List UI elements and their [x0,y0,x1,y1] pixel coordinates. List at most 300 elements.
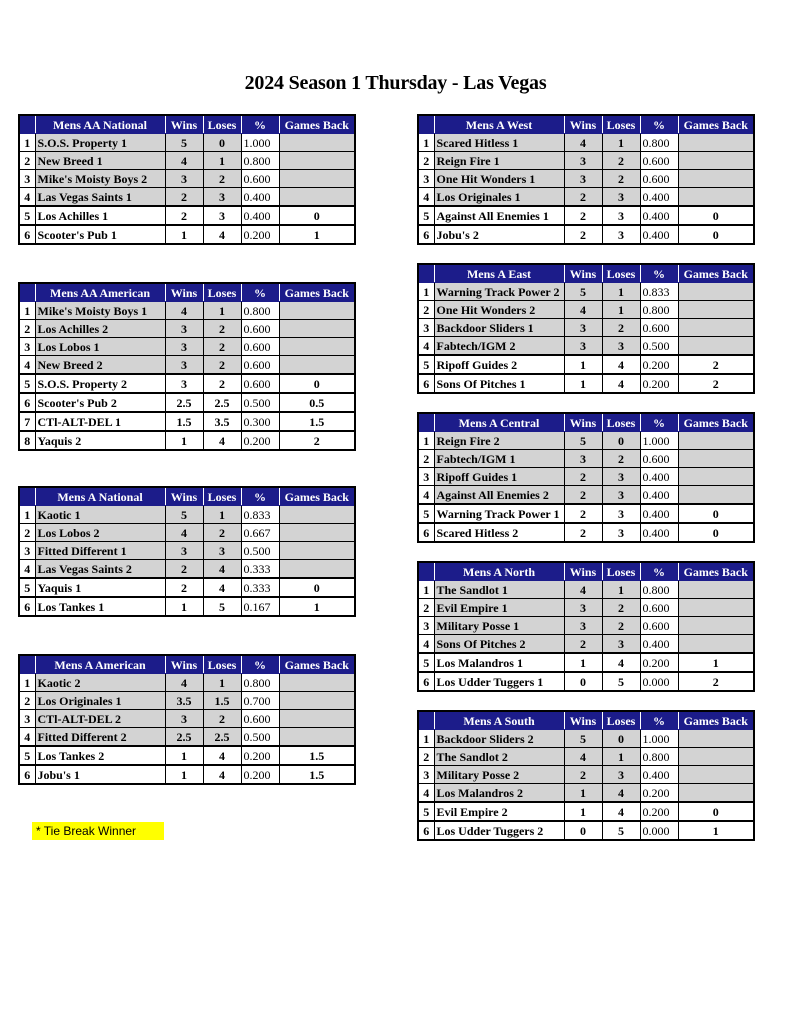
games-back-cell: 1.5 [279,746,355,765]
table-header-row [19,115,355,134]
team-name-cell: Fitted Different 2 [35,728,165,747]
wins-cell: 3 [165,542,203,560]
pct-cell: 0.200 [640,802,678,821]
team-name-cell: The Sandlot 1 [434,581,564,599]
division-name: Mens AA National [35,115,165,134]
wins-cell: 2 [564,188,602,207]
loses-cell: 3 [602,225,640,244]
rank-cell: 5 [19,746,35,765]
rank-cell: 2 [19,152,35,170]
header-rank-cell [19,655,35,674]
header-games-back: Games Back [279,115,355,134]
pct-cell: 0.600 [241,320,279,338]
table-row [19,338,355,356]
wins-cell: 2 [165,188,203,207]
rank-cell: 4 [418,337,434,356]
team-name-cell: Los Originales 1 [434,188,564,207]
table-row [19,524,355,542]
pct-cell: 0.600 [241,710,279,728]
loses-cell: 3 [203,206,241,225]
games-back-cell [279,560,355,579]
table-row [418,374,754,393]
games-back-cell [678,337,754,356]
games-back-cell: 1 [279,597,355,616]
loses-cell: 1 [602,301,640,319]
pct-cell: 0.800 [241,674,279,692]
standings-table-mens-a-north [417,561,755,692]
table-row [418,802,754,821]
rank-cell: 2 [418,748,434,766]
header-games-back: Games Back [678,413,754,432]
pct-cell: 0.400 [640,766,678,784]
games-back-cell [279,524,355,542]
team-name-cell: Ripoff Guides 2 [434,355,564,374]
pct-cell: 0.500 [640,337,678,356]
games-back-cell [678,152,754,170]
table-row [19,710,355,728]
table-row [19,542,355,560]
header-rank-cell [418,562,434,581]
table-row [19,134,355,152]
wins-cell: 1 [165,431,203,450]
table-row [19,746,355,765]
table-row [418,337,754,356]
division-name: Mens A Central [434,413,564,432]
wins-cell: 1 [564,374,602,393]
division-name: Mens AA American [35,283,165,302]
standings-table-mens-aa-national [18,114,356,245]
standings-table-mens-a-south [417,710,755,841]
games-back-cell: 1 [279,225,355,244]
pct-cell: 0.200 [640,784,678,803]
pct-cell: 0.400 [640,523,678,542]
wins-cell: 3 [564,450,602,468]
wins-cell: 2 [564,523,602,542]
table-row [19,560,355,579]
games-back-cell: 0 [678,523,754,542]
games-back-cell [279,542,355,560]
team-name-cell: Reign Fire 1 [434,152,564,170]
rank-cell: 5 [418,206,434,225]
rank-cell: 6 [19,765,35,784]
table-row [418,319,754,337]
games-back-cell [279,506,355,524]
wins-cell: 4 [564,301,602,319]
division-name: Mens A North [434,562,564,581]
pct-cell: 0.400 [640,188,678,207]
loses-cell: 2 [203,320,241,338]
team-name-cell: Los Tankes 2 [35,746,165,765]
loses-cell: 4 [602,374,640,393]
wins-cell: 1 [165,746,203,765]
pct-cell: 0.400 [241,188,279,207]
loses-cell: 3 [602,468,640,486]
pct-cell: 0.600 [241,170,279,188]
loses-cell: 4 [602,653,640,672]
team-name-cell: Fitted Different 1 [35,542,165,560]
pct-cell: 0.600 [241,356,279,375]
table-header-row [19,487,355,506]
loses-cell: 5 [602,672,640,691]
header-wins: Wins [165,655,203,674]
rank-cell: 1 [418,134,434,152]
wins-cell: 5 [165,134,203,152]
wins-cell: 3 [165,338,203,356]
header-games-back: Games Back [279,487,355,506]
header-rank-cell [418,711,434,730]
loses-cell: 2 [602,170,640,188]
pct-cell: 0.667 [241,524,279,542]
table-row [418,672,754,691]
pct-cell: 0.200 [640,653,678,672]
standings-table-mens-a-west [417,114,755,245]
team-name-cell: Yaquis 1 [35,578,165,597]
team-name-cell: Los Lobos 1 [35,338,165,356]
games-back-cell [678,301,754,319]
standings-table-mens-a-east [417,263,755,394]
games-back-cell [678,468,754,486]
division-name: Mens A South [434,711,564,730]
games-back-cell [678,450,754,468]
table-row [19,320,355,338]
team-name-cell: Mike's Moisty Boys 2 [35,170,165,188]
loses-cell: 0 [203,134,241,152]
team-name-cell: One Hit Wonders 2 [434,301,564,319]
team-name-cell: Evil Empire 1 [434,599,564,617]
team-name-cell: Fabtech/IGM 2 [434,337,564,356]
team-name-cell: The Sandlot 2 [434,748,564,766]
header-games-back: Games Back [279,283,355,302]
games-back-cell: 0 [678,802,754,821]
games-back-cell [678,635,754,654]
table-header-row [19,655,355,674]
games-back-cell [678,170,754,188]
header-games-back: Games Back [678,562,754,581]
header-games-back: Games Back [678,711,754,730]
rank-cell: 5 [418,504,434,523]
team-name-cell: Los Malandros 2 [434,784,564,803]
pct-cell: 1.000 [640,730,678,748]
loses-cell: 4 [602,784,640,803]
table-row [418,635,754,654]
table-row [19,597,355,616]
team-name-cell: Yaquis 2 [35,431,165,450]
rank-cell: 4 [19,356,35,375]
table-row [418,599,754,617]
pct-cell: 0.400 [640,206,678,225]
header-rank-cell [19,487,35,506]
games-back-cell: 0 [678,225,754,244]
loses-cell: 4 [602,355,640,374]
pct-cell: 0.600 [241,338,279,356]
pct-cell: 0.600 [640,617,678,635]
header-rank-cell [418,264,434,283]
table-row [19,674,355,692]
pct-cell: 0.500 [241,542,279,560]
table-row [418,821,754,840]
games-back-cell: 2 [279,431,355,450]
table-row [418,653,754,672]
pct-cell: 0.400 [640,225,678,244]
header-wins: Wins [564,264,602,283]
wins-cell: 2.5 [165,393,203,412]
team-name-cell: Fabtech/IGM 1 [434,450,564,468]
table-row [19,302,355,320]
header-wins: Wins [564,115,602,134]
loses-cell: 3 [602,337,640,356]
table-row [418,170,754,188]
team-name-cell: Reign Fire 2 [434,432,564,450]
table-row [418,748,754,766]
table-row [418,468,754,486]
pct-cell: 0.400 [640,486,678,505]
header-games-back: Games Back [279,655,355,674]
team-name-cell: New Breed 1 [35,152,165,170]
rank-cell: 3 [418,766,434,784]
rank-cell: 1 [19,506,35,524]
loses-cell: 2 [203,356,241,375]
wins-cell: 1 [165,597,203,616]
tie-break-note: * Tie Break Winner [32,822,164,840]
loses-cell: 4 [203,560,241,579]
pct-cell: 0.800 [640,581,678,599]
rank-cell: 1 [418,283,434,301]
pct-cell: 0.200 [241,765,279,784]
header-wins: Wins [165,283,203,302]
table-row [19,356,355,375]
rank-cell: 2 [418,450,434,468]
team-name-cell: Sons Of Pitches 2 [434,635,564,654]
rank-cell: 4 [19,560,35,579]
table-row [418,504,754,523]
games-back-cell: 0.5 [279,393,355,412]
header-pct: % [640,115,678,134]
header-wins: Wins [165,115,203,134]
pct-cell: 0.600 [640,450,678,468]
table-header-row [418,562,754,581]
loses-cell: 3 [602,523,640,542]
wins-cell: 1 [165,225,203,244]
loses-cell: 1 [203,674,241,692]
rank-cell: 6 [418,523,434,542]
table-row [418,152,754,170]
wins-cell: 1 [564,784,602,803]
table-row [19,152,355,170]
table-row [19,206,355,225]
rank-cell: 6 [418,225,434,244]
team-name-cell: Los Tankes 1 [35,597,165,616]
wins-cell: 3 [165,710,203,728]
loses-cell: 4 [203,225,241,244]
pct-cell: 0.000 [640,821,678,840]
rank-cell: 4 [19,728,35,747]
loses-cell: 1 [602,748,640,766]
games-back-cell [678,730,754,748]
team-name-cell: Los Malandros 1 [434,653,564,672]
pct-cell: 0.200 [241,746,279,765]
games-back-cell [279,338,355,356]
pct-cell: 0.800 [241,302,279,320]
loses-cell: 4 [203,578,241,597]
wins-cell: 1 [564,355,602,374]
wins-cell: 4 [165,524,203,542]
team-name-cell: S.O.S. Property 1 [35,134,165,152]
pct-cell: 0.200 [640,355,678,374]
rank-cell: 1 [19,134,35,152]
header-wins: Wins [564,562,602,581]
games-back-cell: 2 [678,672,754,691]
loses-cell: 3 [203,542,241,560]
standings-table-mens-a-central [417,412,755,543]
rank-cell: 1 [19,674,35,692]
loses-cell: 1 [203,506,241,524]
table-row [418,523,754,542]
table-row [19,374,355,393]
wins-cell: 5 [564,730,602,748]
table-header-row [418,264,754,283]
games-back-cell [279,710,355,728]
team-name-cell: Sons Of Pitches 1 [434,374,564,393]
team-name-cell: Las Vegas Saints 1 [35,188,165,207]
games-back-cell [279,188,355,207]
rank-cell: 2 [418,301,434,319]
rank-cell: 2 [19,692,35,710]
wins-cell: 4 [165,152,203,170]
table-row [418,730,754,748]
header-loses: Loses [203,115,241,134]
games-back-cell: 0 [678,206,754,225]
division-name: Mens A West [434,115,564,134]
games-back-cell [279,170,355,188]
team-name-cell: Warning Track Power 1 [434,504,564,523]
rank-cell: 5 [19,374,35,393]
pct-cell: 0.600 [640,170,678,188]
header-rank-cell [418,413,434,432]
games-back-cell [678,766,754,784]
table-row [19,225,355,244]
pct-cell: 0.800 [640,748,678,766]
loses-cell: 2.5 [203,393,241,412]
rank-cell: 4 [418,784,434,803]
games-back-cell [678,748,754,766]
rank-cell: 3 [19,338,35,356]
rank-cell: 3 [418,617,434,635]
header-loses: Loses [602,413,640,432]
rank-cell: 1 [418,730,434,748]
wins-cell: 5 [165,506,203,524]
loses-cell: 5 [203,597,241,616]
loses-cell: 2 [203,524,241,542]
wins-cell: 2.5 [165,728,203,747]
wins-cell: 4 [165,674,203,692]
team-name-cell: Scooter's Pub 1 [35,225,165,244]
pct-cell: 0.833 [241,506,279,524]
pct-cell: 0.600 [640,152,678,170]
team-name-cell: Evil Empire 2 [434,802,564,821]
wins-cell: 4 [564,134,602,152]
team-name-cell: Mike's Moisty Boys 1 [35,302,165,320]
wins-cell: 3 [564,319,602,337]
wins-cell: 2 [165,578,203,597]
division-name: Mens A National [35,487,165,506]
rank-cell: 4 [418,486,434,505]
rank-cell: 2 [418,152,434,170]
pct-cell: 0.500 [241,393,279,412]
team-name-cell: CTl-ALT-DEL 1 [35,412,165,431]
loses-cell: 3 [602,486,640,505]
table-header-row [418,711,754,730]
table-row [418,581,754,599]
games-back-cell [678,188,754,207]
loses-cell: 3.5 [203,412,241,431]
table-row [418,766,754,784]
pct-cell: 0.800 [241,152,279,170]
pct-cell: 0.300 [241,412,279,431]
pct-cell: 1.000 [640,432,678,450]
rank-cell: 3 [19,542,35,560]
games-back-cell: 1 [678,653,754,672]
header-loses: Loses [203,283,241,302]
wins-cell: 5 [564,432,602,450]
table-row [418,301,754,319]
games-back-cell: 0 [279,374,355,393]
header-games-back: Games Back [678,264,754,283]
games-back-cell [279,674,355,692]
loses-cell: 2 [203,710,241,728]
rank-cell: 6 [19,393,35,412]
rank-cell: 3 [19,710,35,728]
table-row [418,283,754,301]
team-name-cell: Military Posse 1 [434,617,564,635]
loses-cell: 2 [602,319,640,337]
wins-cell: 4 [564,748,602,766]
team-name-cell: One Hit Wonders 1 [434,170,564,188]
games-back-cell: 0 [279,578,355,597]
team-name-cell: Military Posse 2 [434,766,564,784]
wins-cell: 2 [165,206,203,225]
games-back-cell [678,599,754,617]
loses-cell: 3 [602,635,640,654]
pct-cell: 0.700 [241,692,279,710]
pct-cell: 0.800 [640,134,678,152]
games-back-cell: 1.5 [279,765,355,784]
pct-cell: 0.400 [241,206,279,225]
loses-cell: 4 [602,802,640,821]
table-row [19,431,355,450]
loses-cell: 3 [602,188,640,207]
rank-cell: 4 [418,635,434,654]
wins-cell: 1 [165,765,203,784]
rank-cell: 2 [19,320,35,338]
wins-cell: 2 [564,225,602,244]
table-row [418,225,754,244]
games-back-cell [678,617,754,635]
wins-cell: 0 [564,821,602,840]
rank-cell: 2 [19,524,35,542]
loses-cell: 2 [602,617,640,635]
loses-cell: 1 [602,581,640,599]
header-pct: % [640,413,678,432]
table-row [418,188,754,207]
pct-cell: 0.167 [241,597,279,616]
loses-cell: 4 [203,431,241,450]
games-back-cell [279,356,355,375]
pct-cell: 0.333 [241,578,279,597]
wins-cell: 3 [564,617,602,635]
games-back-cell [279,134,355,152]
pct-cell: 0.500 [241,728,279,747]
team-name-cell: Jobu's 1 [35,765,165,784]
